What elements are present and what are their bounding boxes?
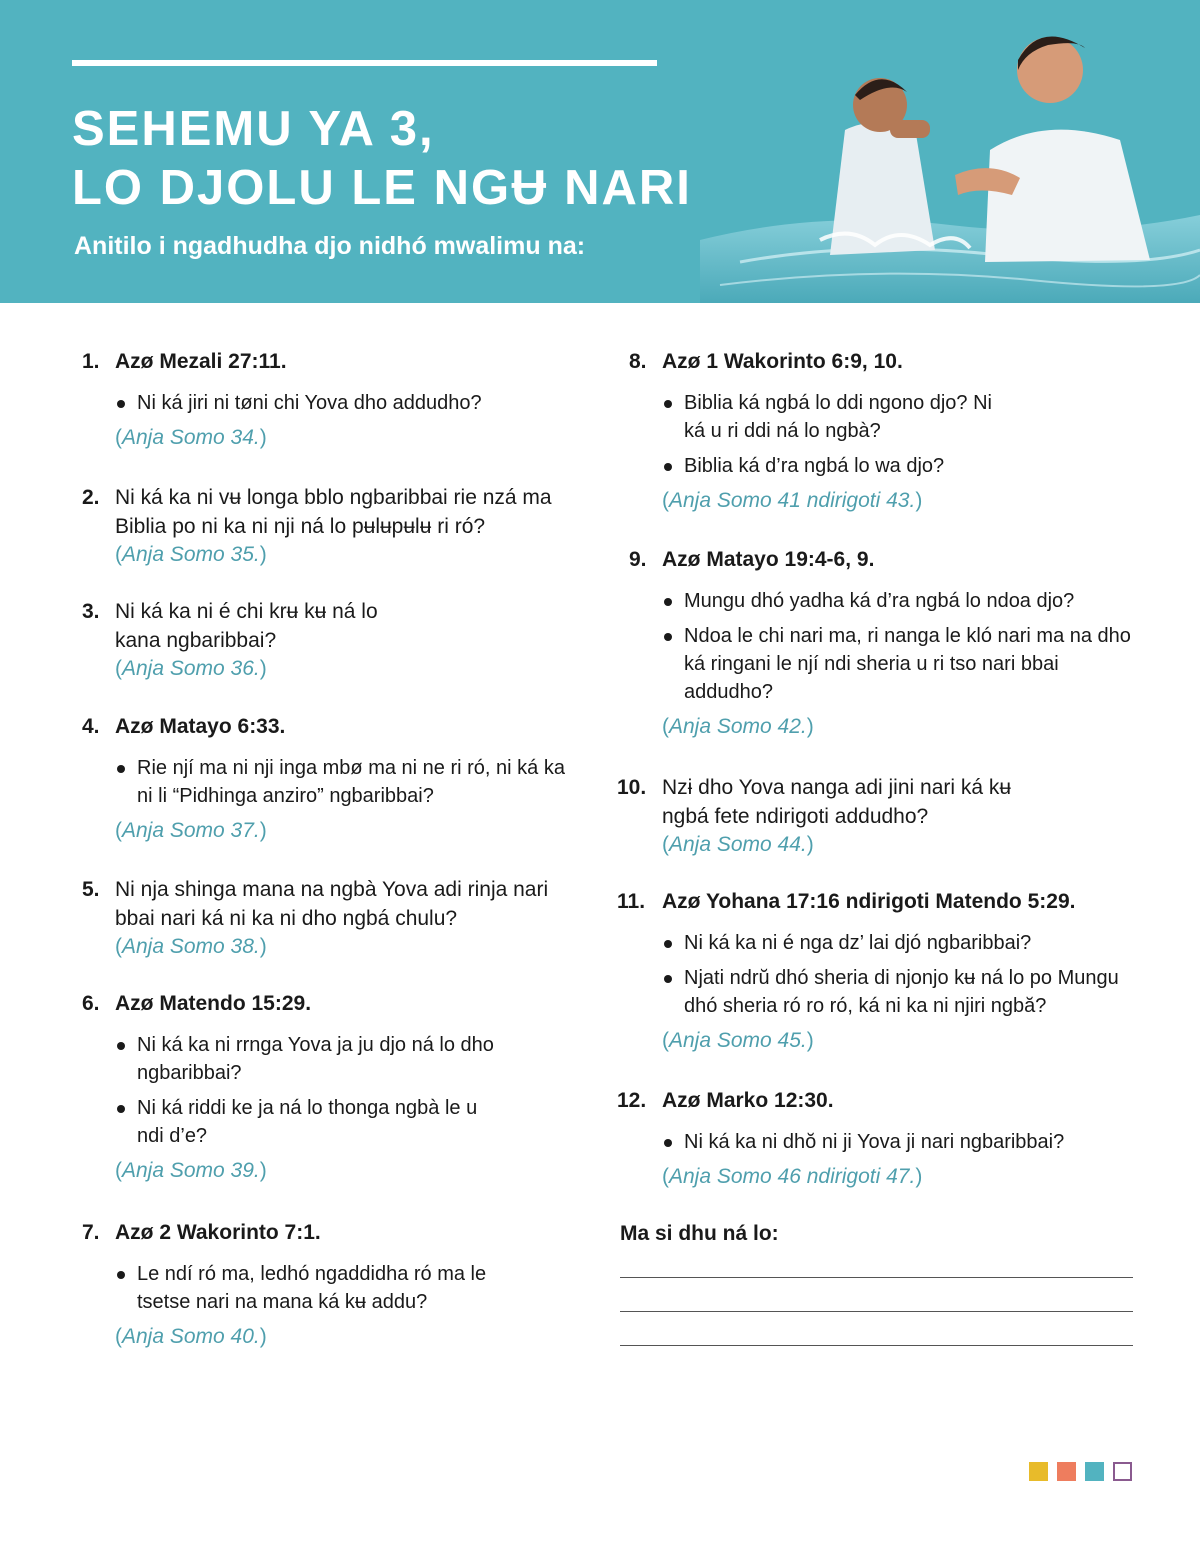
bullet-item: Ni ká ka ni dhŏ ni ji Yova ji nari ngbaribbai? [662,1128,1137,1156]
question-number: 7. [82,1221,100,1244]
lesson-reference: (Anja Somo 34.) [115,425,267,449]
reference-text: Anja Somo 40. [122,1324,260,1348]
lesson-reference: (Anja Somo 36.) [115,657,267,680]
question-text: Azø Marko 12:30. [662,1089,834,1112]
reference-text: Anja Somo 35. [122,543,260,566]
question-10 [617,774,1017,859]
question-number: 10. [617,776,647,799]
notes-label: Ma si dhu ná lo: [620,1222,779,1245]
bullet-item: Ni ká ka ni rrnga Yova ja ju djo ná lo dho ngbaribbai? [115,1031,502,1087]
reference-text: Anja Somo 38. [122,935,260,958]
reference-text: Anja Somo 36. [122,657,260,680]
bullet-item: Ni ká riddi ke ja ná lo thonga ngbà le u ndi d’e? [115,1094,502,1150]
page-subtitle: Anitilo i ngadhudha djo nidhó mwalimu na: [74,232,586,260]
bullet-item: Biblia ká ngbá lo ddi ngono djo? Ni ká u ri ddi ná lo ngbà? [662,389,1012,445]
reference-text: Anja Somo 39. [122,1158,260,1182]
question-text: Azø Matayo 6:33. [115,715,286,738]
lesson-reference: (Anja Somo 46 ndirigoti 47.) [662,1164,923,1188]
reference-text: Anja Somo 42. [669,714,807,738]
question-number: 8. [629,350,647,373]
bullet-item: Rie njí ma ni nji inga mbø ma ni ne ri ró, ni ká ka ni li “Pidhinga anziro” ngbaribbai? [115,754,570,810]
question-11 [617,888,1137,1055]
baptism-illustration-icon [700,0,1200,303]
square-yellow [1029,1462,1048,1481]
bullet-item: Ndoa le chi nari ma, ri nanga le kló nari ma na dho ká ringani le njí ndi sheria u ri tso nari bbai addudho? [662,622,1137,706]
header-banner [0,0,1200,303]
question-6 [82,990,502,1185]
notes-line-1[interactable] [620,1277,1133,1278]
question-3 [82,598,412,683]
question-number: 4. [82,715,100,738]
bullet-item: Mungu dhó yadha ká d’ra ngbá lo ndoa djo? [662,587,1137,615]
notes-line-2[interactable] [620,1311,1133,1312]
question-text: Azø Matendo 15:29. [115,992,312,1015]
reference-text: Anja Somo 45. [669,1028,807,1052]
question-number: 3. [82,600,100,623]
bullet-list [115,389,582,417]
header-rule [72,60,657,66]
notes-line-3[interactable] [620,1345,1133,1346]
lesson-reference: (Anja Somo 38.) [115,935,267,958]
bullet-item: Njati ndrŭ dhó sheria di njonjo kʉ ná lo po Mungu dhó sheria ró ro ró, ká ni ka ni njiri ngbă? [662,964,1137,1020]
bullet-item: Ni ká jiri ni tøni chi Yova dho addudho? [115,389,582,417]
question-text: Azø Matayo 19:4-6, 9. [662,548,875,571]
lesson-reference: (Anja Somo 39.) [115,1158,267,1182]
question-1 [82,348,582,452]
question-text: Ni ká ka ni é chi krʉ kʉ ná lo kana ngbaribbai? [115,600,378,652]
question-number: 6. [82,992,100,1015]
reference-text: Anja Somo 44. [669,833,807,856]
question-number: 2. [82,486,100,509]
lesson-reference: (Anja Somo 42.) [662,714,814,738]
bullet-list [662,1128,1137,1156]
question-text: Azø 1 Wakorinto 6:9, 10. [662,350,903,373]
reference-text: Anja Somo 34. [122,425,260,449]
question-text: Azø Mezali 27:11. [115,350,287,373]
lesson-reference: (Anja Somo 44.) [662,833,814,856]
title-line-2: LO DJOLU LE NGɄ NARI [72,161,692,215]
reference-text: Anja Somo 37. [122,818,260,842]
page-title [72,100,692,218]
lesson-reference: (Anja Somo 35.) [115,543,267,566]
lesson-reference: (Anja Somo 37.) [115,818,267,842]
question-number: 11. [617,890,646,913]
question-number: 9. [629,548,647,571]
question-7 [82,1219,512,1351]
bullet-list [115,1260,512,1316]
question-text: Azø Yohana 17:16 ndirigoti Matendo 5:29. [662,890,1076,913]
bullet-item: Ni ká ka ni é nga dz’ lai djó ngbaribbai? [662,929,1137,957]
lesson-reference: (Anja Somo 45.) [662,1028,814,1052]
square-teal [1085,1462,1104,1481]
question-number: 12. [617,1089,647,1112]
question-text: Azø 2 Wakorinto 7:1. [115,1221,321,1244]
bullet-list [662,389,1012,480]
bullet-list [115,754,570,810]
square-orange [1057,1462,1076,1481]
question-number: 5. [82,878,100,901]
bullet-list [115,1031,502,1150]
question-4 [82,713,582,845]
bullet-item: Le ndí ró ma, ledhó ngaddidha ró ma le tsetse nari na mana ká kʉ addu? [115,1260,512,1316]
question-12 [617,1087,1137,1191]
bullet-item: Biblia ká d’ra ngbá lo wa djo? [662,452,1012,480]
question-2 [82,484,582,569]
question-text: Ni nja shinga mana na ngbà Yova adi rinja nari bbai nari ká ni ka ni dho ngbá chulu? [115,878,549,930]
lesson-reference: (Anja Somo 41 ndirigoti 43.) [662,488,923,512]
reference-text: Anja Somo 41 ndirigoti 43. [669,488,916,512]
title-line-1: SEHEMU YA 3, [72,102,435,156]
question-8 [617,348,1037,515]
bullet-list [662,929,1137,1020]
square-purple-outline [1113,1462,1132,1481]
reference-text: Anja Somo 46 ndirigoti 47. [669,1164,916,1188]
question-number: 1. [82,350,100,373]
question-text: Nzɨ dho Yova nanga adi jini nari ká kʉ ngbá fete ndirigoti addudho? [662,776,1012,828]
question-text: Ni ká ka ni vʉ longa bblo ngbaribbai rie nzá ma Biblia po ni ka ni nji ná lo pʉlʉpʉlʉ ri ró? [115,486,552,538]
bullet-list [662,587,1137,706]
question-5 [82,876,572,961]
question-9 [617,546,1137,741]
lesson-reference: (Anja Somo 40.) [115,1324,267,1348]
